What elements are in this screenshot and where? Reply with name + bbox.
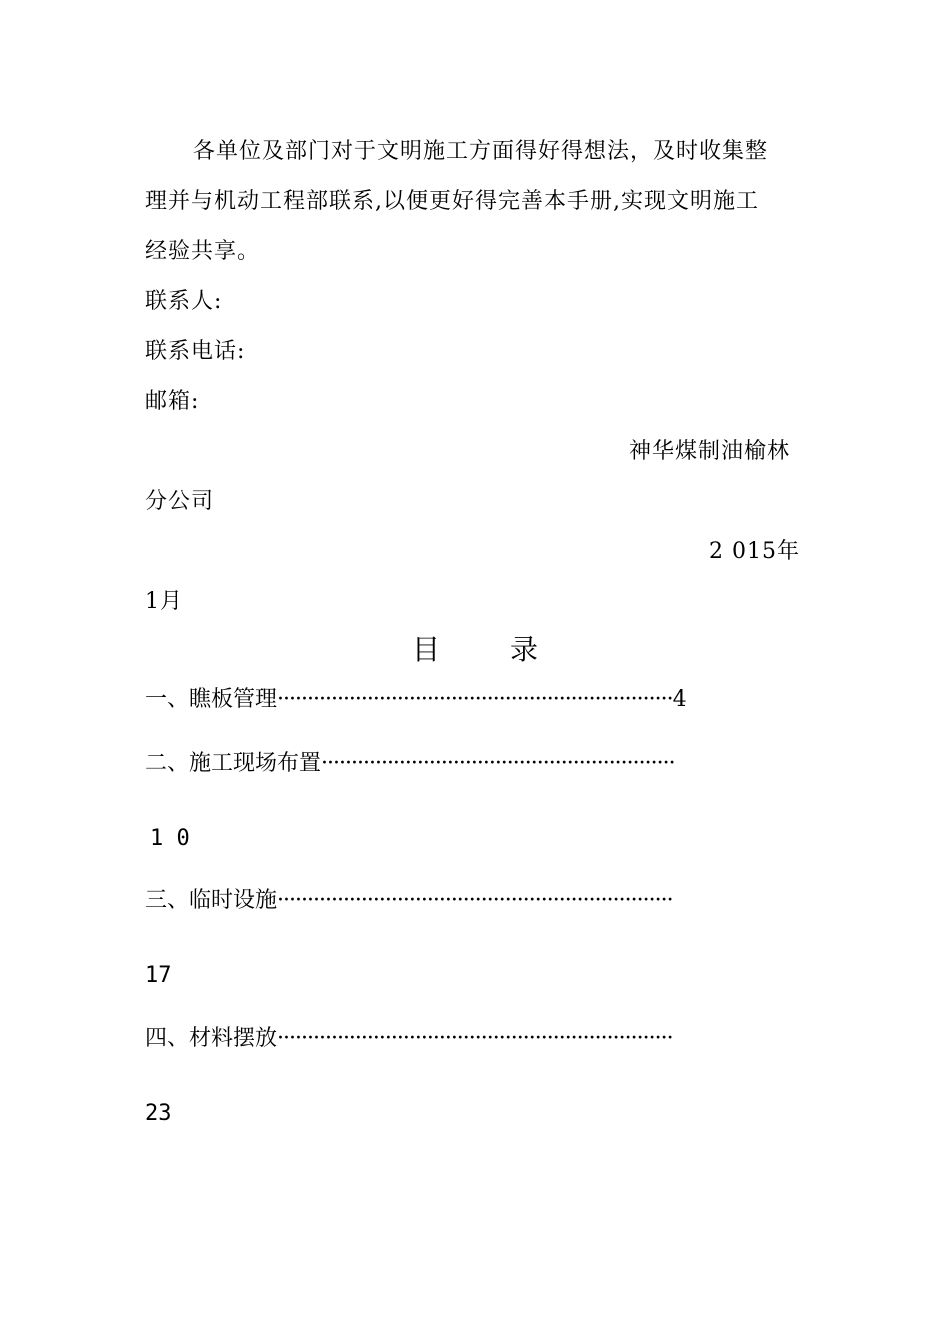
- toc-title-char-1: 目: [411, 633, 440, 666]
- signature-org-line-1: 神华煤制油榆林: [628, 439, 790, 464]
- toc-entry-3[interactable]: [145, 886, 673, 916]
- contact-phone-label: 联系电话:: [145, 339, 246, 364]
- toc-entry-4[interactable]: [145, 1024, 673, 1054]
- toc-entry-leader-dots: ··································································: [277, 1026, 673, 1051]
- toc-entry-leader-dots: ···························································: [321, 751, 675, 776]
- toc-title: [0, 632, 950, 668]
- toc-entry-page: 17: [145, 963, 172, 988]
- contact-person-label: 联系人:: [145, 289, 223, 314]
- toc-entry-page: 1 0: [150, 826, 190, 851]
- toc-entry-label: 二、施工现场布置: [145, 751, 322, 776]
- intro-paragraph-line-3: 经验共享。: [145, 239, 261, 264]
- signature-org-line-2: 分公司: [145, 489, 215, 514]
- toc-entry-leader-dots: ··································································: [277, 888, 673, 913]
- signature-date-line-2: 1月: [145, 589, 183, 614]
- toc-entry-page: 4: [672, 687, 687, 712]
- intro-paragraph-line-2: 理并与机动工程部联系,以便更好得完善本手册,实现文明施工: [145, 189, 759, 214]
- toc-entry-2[interactable]: [145, 749, 675, 779]
- intro-paragraph-line-1: 各单位及部门对于文明施工方面得好得想法，及时收集整: [193, 139, 769, 164]
- toc-entry-label: 三、临时设施: [145, 888, 278, 913]
- toc-entry-label: 四、材料摆放: [145, 1026, 278, 1051]
- toc-entry-1[interactable]: [145, 685, 687, 715]
- signature-date-line-1: 2 015年: [709, 539, 800, 564]
- toc-entry-label: 一、瞧板管理: [145, 687, 278, 712]
- toc-entry-leader-dots: ··································································: [277, 687, 673, 712]
- toc-title-char-2: 录: [510, 633, 539, 666]
- toc-entry-page: 23: [145, 1101, 172, 1126]
- contact-email-label: 邮箱:: [145, 389, 200, 414]
